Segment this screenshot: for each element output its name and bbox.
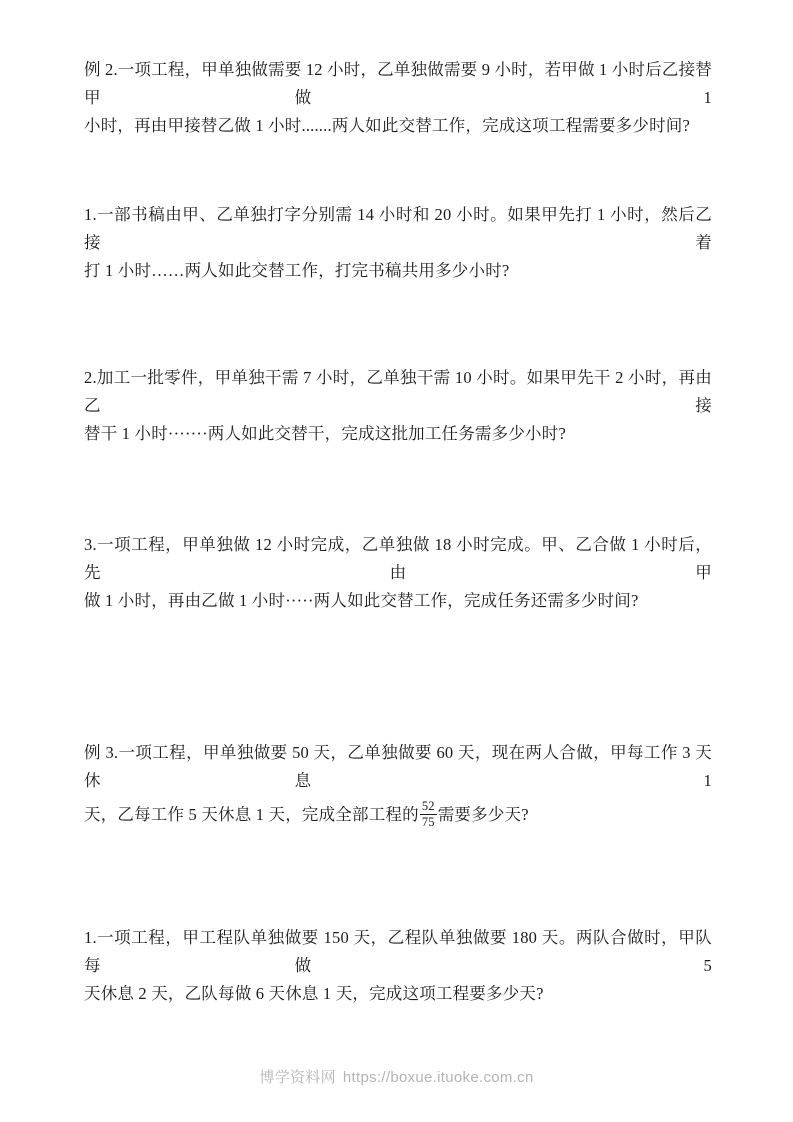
problem-text-line: 做 1 小时，再由乙做 1 小时·····两人如此交替工作，完成任务还需多少时间?: [84, 591, 639, 610]
footer-site-name: 博学资料网: [259, 1069, 336, 1086]
problem-question-1b: [84, 924, 712, 1008]
fraction-line-suffix: 需要多少天?: [437, 805, 529, 824]
problem-question-1: [84, 201, 712, 285]
fraction-numerator: 52: [421, 799, 435, 814]
problem-text-line: 1.一项工程，甲工程队单独做要 150 天，乙程队单独做要 180 天。两队合做时，甲队每做 5: [84, 928, 712, 975]
footer: [0, 1066, 793, 1087]
problem-question-2: [84, 364, 712, 448]
fraction-line-prefix: 天，乙每工作 5 天休息 1 天，完成全部工程的: [84, 805, 419, 824]
problem-question-3: [84, 531, 712, 615]
problem-text-line: 2.加工一批零件，甲单独干需 7 小时，乙单独干需 10 小时。如果甲先干 2 小时，再由乙接: [84, 368, 712, 415]
problem-text-line: 例 2.一项工程，甲单独做需要 12 小时，乙单独做需要 9 小时，若甲做 1 小时后乙接替甲做 1: [84, 60, 712, 107]
footer-url: https://boxue.ituoke.com.cn: [342, 1069, 534, 1086]
problem-text-line: 3.一项工程，甲单独做 12 小时完成，乙单独做 18 小时完成。甲、乙合做 1 小时后，先由甲: [84, 535, 712, 582]
problem-text-line: [84, 801, 712, 831]
problem-text-line: 1.一部书稿由甲、乙单独打字分别需 14 小时和 20 小时。如果甲先打 1 小时，然后乙接着: [84, 205, 712, 252]
problem-text-line: 例 3.一项工程，甲单独做要 50 天，乙单独做要 60 天，现在两人合做，甲每工作 3 天休息 1: [84, 743, 712, 790]
problem-text-line: 小时，再由甲接替乙做 1 小时.......两人如此交替工作，完成这项工程需要多少时间?: [84, 116, 690, 135]
problem-text-line: 天休息 2 天，乙队每做 6 天休息 1 天，完成这项工程要多少天?: [84, 984, 544, 1003]
fraction-denominator: 75: [421, 814, 435, 829]
problem-text-line: 打 1 小时……两人如此交替工作，打完书稿共用多少小时?: [84, 261, 510, 280]
problem-example-2: [84, 56, 712, 140]
problem-text-line: 替干 1 小时·······两人如此交替干，完成这批加工任务需多少小时?: [84, 424, 566, 443]
problem-example-3: [84, 739, 712, 831]
fraction-52-75: [420, 799, 437, 829]
